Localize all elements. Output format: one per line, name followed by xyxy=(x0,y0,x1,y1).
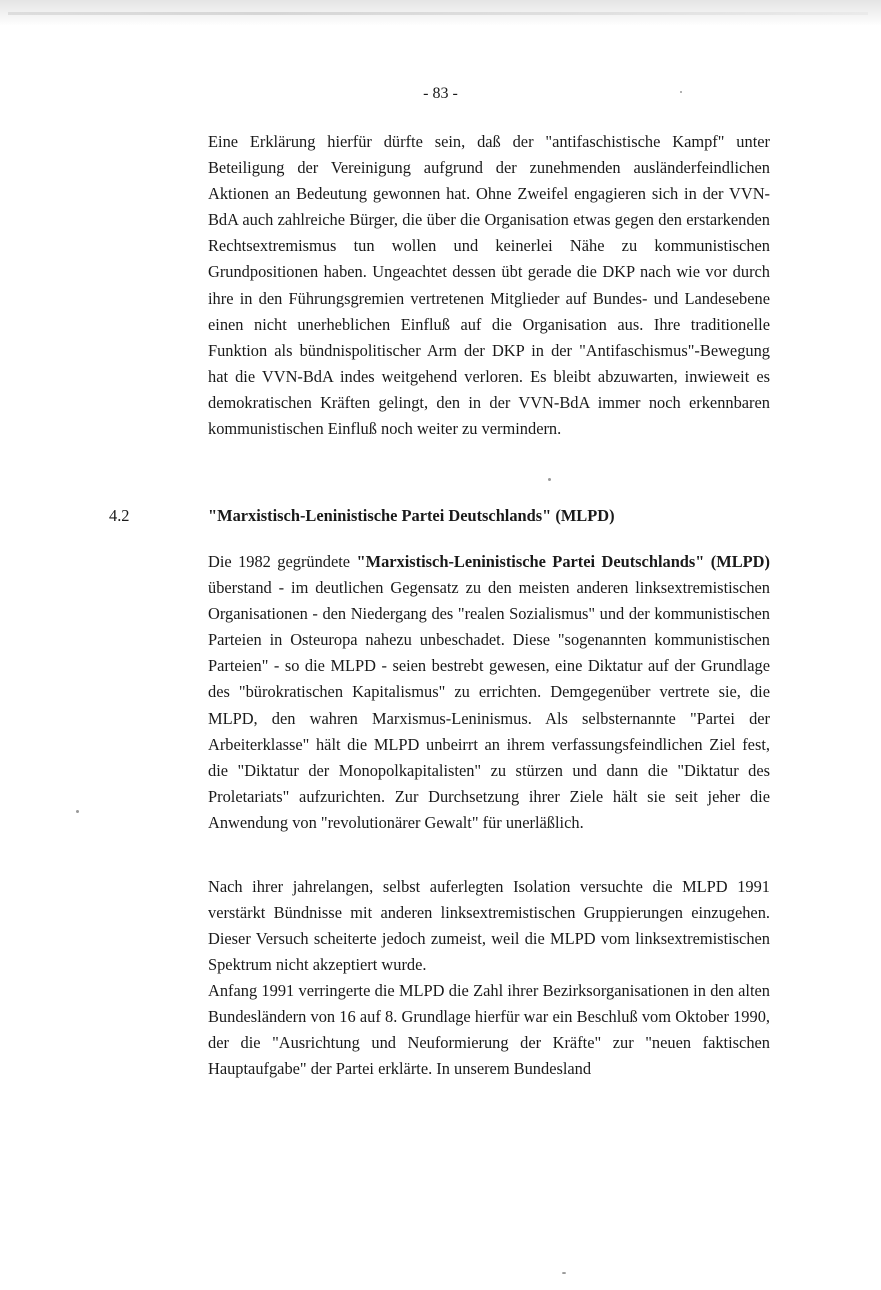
page-number: - 83 - xyxy=(423,85,458,102)
paragraph-vvn-bda: Eine Erklärung hierfür dürfte sein, daß der "antifaschistische Kampf" unter Beteiligung der Vereinigung aufgrund der zunehmenden ausländerfeindlichen Aktionen an Bedeutung gewonnen hat. Ohne Zweifel engagieren sich in der VVN-BdA auch zahlreiche Bürger, die über die Organisation etwas gegen den erstarkenden Rechtsextremismus tun wollen und keinerlei Nähe zu kommunistischen Grundpositionen haben. Ungeachtet dessen übt gerade die DKP nach wie vor durch ihre in den Führungsgremien vertretenen Mitglieder auf Bundes- und Landesebene einen nicht unerheblichen Einfluß auf die Organisation aus. Ihre traditionelle Funktion als bündnispolitischer Arm der DKP in der "Antifaschismus"-Bewegung hat die VVN-BdA indes weitgehend verloren. Es bleibt abzuwarten, inwieweit es demokratischen Kräften gelingt, den in der VVN-BdA immer noch erkennbaren kommunistischen Einfluß noch weiter zu vermindern. xyxy=(208,132,770,439)
paragraph-mlpd-intro xyxy=(208,549,770,836)
paragraph-mlpd-alliances: Nach ihrer jahrelangen, selbst auferlegten Isolation versuchte die MLPD 1991 verstärkt Bündnisse mit anderen linksextremistischen Gruppierungen einzugehen. Dieser Versuch scheiterte jedoch zumeist, weil die MLPD vom linksextremistischen Spektrum nicht akzeptiert wurde. xyxy=(208,877,770,975)
scan-top-edge xyxy=(0,0,881,26)
mlpd-party-name: "Marxistisch-Leninistische Partei Deutschlands" (MLPD) xyxy=(356,552,770,571)
mlpd-intro-rest: überstand - im deutlichen Gegensatz zu den meisten anderen linksextremistischen Organisationen - den Niedergang des "realen Sozialismus" und der kommunistischen Parteien in Osteuropa nahezu unbeschadet. Diese "sogenannten kommunistischen Parteien" - so die MLPD - seien bestrebt gewesen, eine Diktatur auf der Grundlage des "bürokratischen Kapitalismus" zu errichten. Demgegenüber vertrete sie, die MLPD, den wahren Marxismus-Leninismus. Als selbsternannte "Partei der Arbeiterklasse" hält die MLPD unbeirrt an ihrem verfassungsfeindlichen Ziel fest, die "Diktatur der Monopolkapitalisten" zu stürzen und dann die "Diktatur des Proletariats" aufzurichten. Zur Durchsetzung ihrer Ziele hält sie seit jeher die Anwendung von "revolutionärer Gewalt" für unerläßlich. xyxy=(208,578,770,832)
scan-shadow-line xyxy=(8,12,868,15)
scan-speck xyxy=(680,91,682,93)
mlpd-intro-text: Die 1982 gegründete xyxy=(208,552,357,571)
section-number: 4.2 xyxy=(109,506,130,525)
scan-speck xyxy=(548,478,551,481)
scan-speck xyxy=(562,1272,566,1274)
section-title: "Marxistisch-Leninistische Partei Deutschlands" (MLPD) xyxy=(208,506,615,525)
paragraph-mlpd-districts: Anfang 1991 verringerte die MLPD die Zahl ihrer Bezirksorganisationen in den alten Bundesländern von 16 auf 8. Grundlage hierfür war ein Beschluß vom Oktober 1990, der die "Ausrichtung und Neuformierung der Kräfte" zur "neuen faktischen Hauptaufgabe" der Partei erklärte. In unserem Bundesland xyxy=(208,981,770,1079)
scan-speck xyxy=(76,810,79,813)
